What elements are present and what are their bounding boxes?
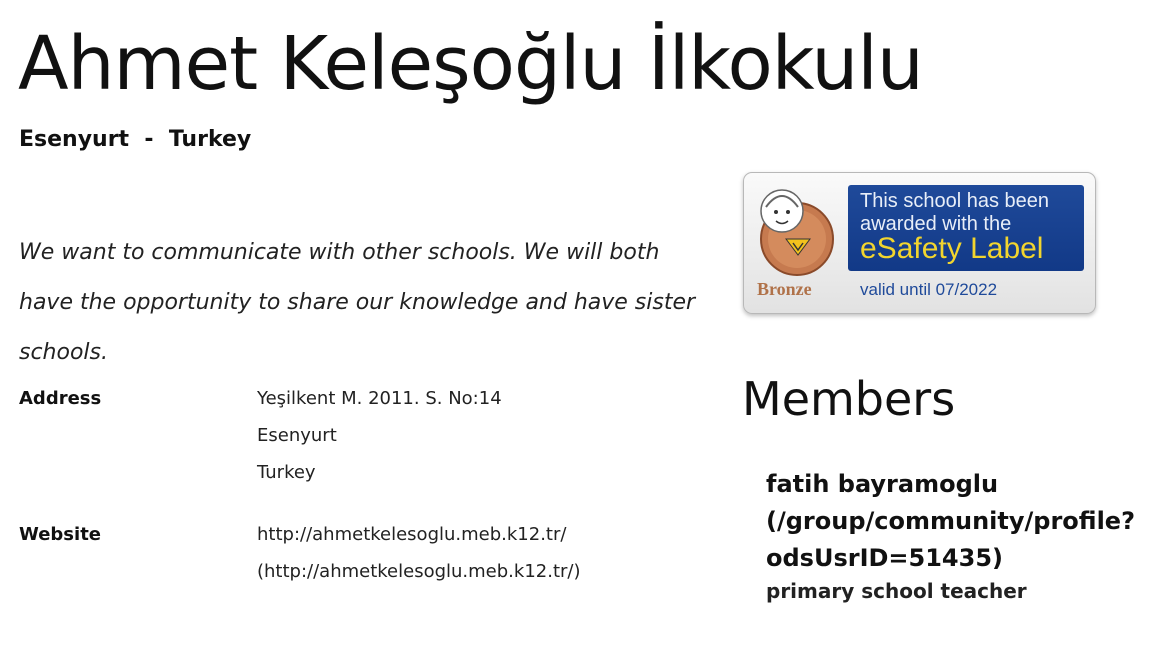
school-name: Ahmet Keleşoğlu İlkokulu [18,21,923,107]
members-heading: Members [742,372,956,426]
badge-award-line: awarded with the [860,213,1012,235]
badge-validity: valid until 07/2022 [860,280,998,299]
website-url[interactable]: http://ahmetkelesoglu.meb.k12.tr/ [257,524,567,545]
member-list-item [766,466,1146,605]
address-line: Esenyurt [257,425,337,446]
address-line: Turkey [257,462,316,483]
badge-award-box [848,185,1084,271]
address-line: Yeşilkent M. 2011. S. No:14 [257,388,502,409]
website-label: Website [19,524,102,545]
badge-level: Bronze [757,279,812,299]
bronze-medal-icon [752,181,838,281]
website-value [257,516,581,590]
address-label: Address [19,388,102,409]
esafety-badge[interactable] [743,172,1096,314]
address-value [257,380,502,491]
school-location: Esenyurt - Turkey [19,127,252,152]
member-role: primary school teacher [766,579,1027,603]
badge-label-text: eSafety Label [860,232,1044,265]
website-url-href[interactable]: (http://ahmetkelesoglu.meb.k12.tr/) [257,561,581,582]
school-description: We want to communicate with other schools. We will both have the opportunity to share our knowledge and have sister schools. [19,240,696,365]
member-profile-link[interactable]: fatih bayramoglu (/group/community/profile?odsUsrID=51435) [766,470,1135,572]
badge-award-line: This school has been [860,190,1050,212]
